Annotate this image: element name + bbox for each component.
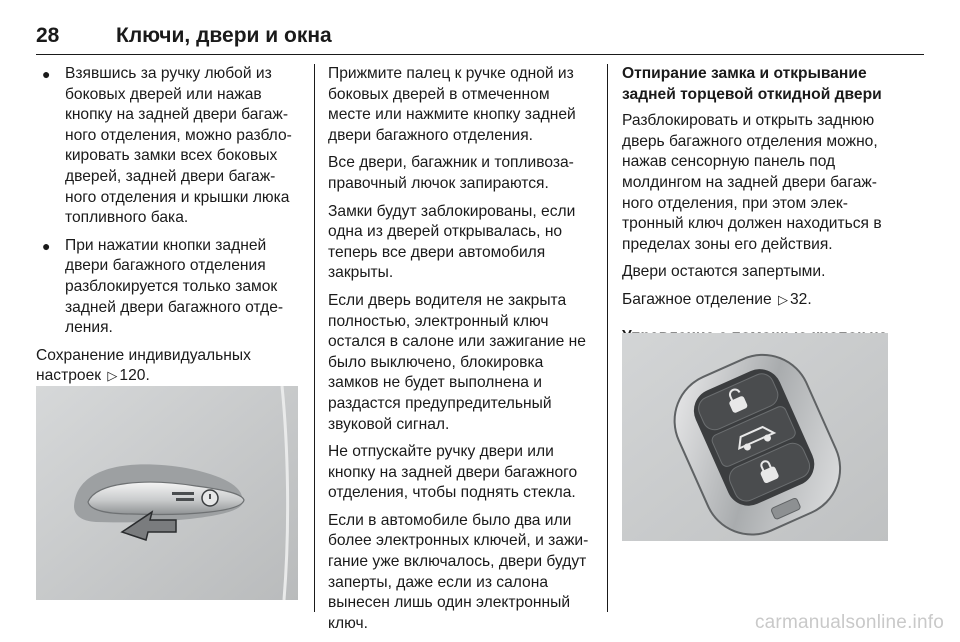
bullet-item [36,64,302,229]
paragraph: Разблокировать и открыть заднюю дверь багажного отделения можно, нажав сенсорную панель под молдингом на задней двери багаж-ного отделения, при этом элек-тронный ключ должен находиться в пределах зоны его действия. [622,112,882,253]
paragraph: Если в автомобиле было два или более электронных ключей, и зажи-гание уже включалось, двери будут заперты, даже если из салона вынесен лишь один электронный ключ. [328,511,589,632]
bullet-text: При нажатии кнопки задней двери багажного отделения разблокируется только замок задней двери багажного отде-ления. [65,236,284,337]
paragraph: Все двери, багажник и топливоза-правочный лючок запираются. [328,154,574,192]
reference-arrow-icon: ▷ [777,291,788,307]
bullet-dot-icon: ● [42,237,51,254]
storage-settings-paragraph [36,346,302,387]
paragraph: Прижмите палец к ручке одной из боковых дверей в отмеченном месте или нажмите кнопку задней двери багажного отделения. [328,65,576,144]
column-middle [328,64,596,641]
door-handle-illustration [36,386,298,600]
trunk-text: Багажное отделение [622,290,772,308]
watermark: carmanualsonline.info [754,612,944,633]
page-number: 28 [36,24,60,47]
paragraph: Двери остаются запертыми. [622,263,826,281]
door-handle-svg [36,386,298,600]
bullet-text: Взявшись за ручку любой из боковых дверей или нажав кнопку на задней двери багаж-ного отделения, можно разбло-кировать замки всех боковых дверей, задней двери багаж-ного отделения и крышки люка топливного бака. [65,65,292,227]
paragraph: Если дверь водителя не закрыта полностью, электронный ключ остался в салоне или зажигание не было выключено, блокировка замков не будет выполнена и раздастся предупредительный звуковой сигнал. [328,291,586,433]
reference-arrow-icon: ▷ [107,368,118,384]
bullet-item [36,236,302,339]
storage-settings-text: Сохранение индивидуальных настроек [36,346,251,385]
column-divider [607,64,608,612]
column-right [622,64,890,374]
electronic-key-illustration [622,333,888,541]
page-header [36,24,924,55]
column-left [36,64,302,430]
chapter-title: Ключи, двери и окна [116,24,332,47]
trunk-paragraph [622,290,890,311]
touch-zone-mark [172,492,194,495]
bullet-dot-icon: ● [42,66,51,82]
paragraph: Замки будут заблокированы, если одна из дверей открывалась, но теперь все двери автомобиля закрыты. [328,202,576,282]
paragraph: Не отпускайте ручку двери или кнопку на задней двери багажного отделения, чтобы поднять стекла. [328,443,578,502]
column-divider [314,64,315,612]
tailgate-heading: Отпирание замка и открывание задней торцевой откидной двери [622,65,882,103]
trunk-ref[interactable]: 32. [789,290,812,308]
storage-settings-ref[interactable]: 120. [119,367,150,385]
electronic-key-svg [622,333,888,541]
